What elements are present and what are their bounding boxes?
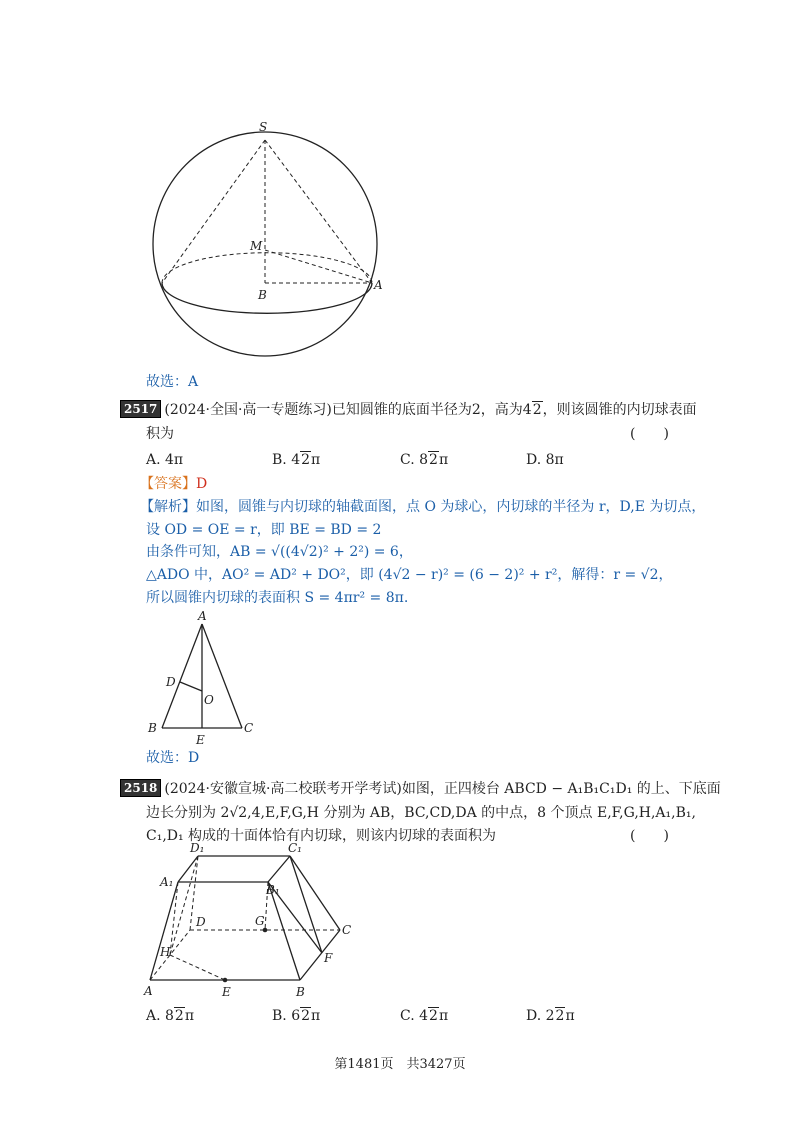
- q2517-option-a: A. 4π: [146, 452, 184, 468]
- q2517-result: 故选：D: [146, 750, 200, 766]
- q2518-number: 2518: [120, 779, 161, 797]
- label-C: C: [342, 923, 352, 937]
- q2518-option-c: C. 42π: [400, 1008, 449, 1024]
- q2517-analysis-l1: 【解析】如图，圆锥与内切球的轴截面图，点 O 为球心，内切球的半径为 r，D,E 为切点，: [140, 499, 706, 515]
- q2517-answer: 【答案】D: [140, 476, 208, 492]
- q2517-analysis-l2: 设 OD = OE = r，即 BE = BD = 2: [146, 522, 382, 538]
- label-B: B: [258, 288, 267, 302]
- q2518-option-d: D. 22π: [526, 1008, 575, 1024]
- label-E: E: [222, 985, 231, 999]
- label-S: S: [259, 120, 268, 134]
- sphere-cone-figure: [150, 115, 390, 365]
- q2517-option-d: D. 8π: [526, 452, 564, 468]
- cone-cross-section-figure: [140, 608, 270, 748]
- label-B: B: [296, 985, 305, 999]
- q2517-analysis-l3: 由条件可知，AB = √((4√2)² + 2²) = 6，: [146, 544, 413, 560]
- label-A1: A₁: [160, 875, 174, 889]
- label-A2: A: [198, 609, 207, 623]
- q2517-analysis-l4: △ADO 中，AO² = AD² + DO²，即 (4√2 − r)² = (6 − 2)² + r²，解得：r = √2，: [146, 567, 673, 583]
- label-C2: C: [244, 721, 254, 735]
- page-footer: 第1481页 共3427页: [334, 1057, 466, 1072]
- label-O2: O: [204, 693, 214, 707]
- q2516-result: 故选：A: [146, 374, 199, 390]
- q2517-option-b: B. 42π: [272, 452, 321, 468]
- label-D2: D: [166, 675, 176, 689]
- q2518-option-b: B. 62π: [272, 1008, 321, 1024]
- label-A: A: [374, 278, 383, 292]
- q2518-stem-line1: 2518 (2024·安徽宣城·高二校联考开学考试)如图，正四棱台 ABCD − A₁B₁C₁D₁ 的上、下底面: [120, 779, 721, 799]
- q2517-stem-line1: 2517 (2024·全国·高一专题练习)已知圆锥的底面半径为2，高为42，则该圆锥的内切球表面: [120, 400, 697, 420]
- label-D: D: [196, 915, 206, 929]
- q2517-number: 2517: [120, 400, 161, 418]
- label-M: M: [250, 239, 263, 253]
- label-D1: D₁: [190, 841, 205, 855]
- q2518-stem-line3: C₁,D₁ 构成的十面体恰有内切球，则该内切球的表面积为: [146, 828, 497, 844]
- label-H: H: [160, 945, 171, 959]
- label-B2: B: [148, 721, 157, 735]
- q2517-analysis-l5: 所以圆锥内切球的表面积 S = 4πr² = 8π.: [146, 590, 409, 606]
- q2517-paren: ( ): [630, 426, 669, 442]
- label-C1: C₁: [288, 841, 302, 855]
- frustum-figure: [140, 840, 360, 1005]
- q2517-stem-line2: 积为: [146, 426, 174, 442]
- label-A: A: [144, 984, 153, 998]
- label-G: G: [255, 914, 265, 928]
- q2518-stem-line2: 边长分别为 2√2,4,E,F,G,H 分别为 AB，BC,CD,DA 的中点，8 个顶点 E,F,G,H,A₁,B₁,: [146, 805, 696, 821]
- q2518-paren: ( ): [630, 828, 669, 844]
- label-F: F: [324, 951, 333, 965]
- label-B1: B₁: [266, 883, 280, 897]
- label-E2: E: [196, 733, 205, 747]
- q2518-option-a: A. 82π: [146, 1008, 195, 1024]
- q2517-option-c: C. 82π: [400, 452, 449, 468]
